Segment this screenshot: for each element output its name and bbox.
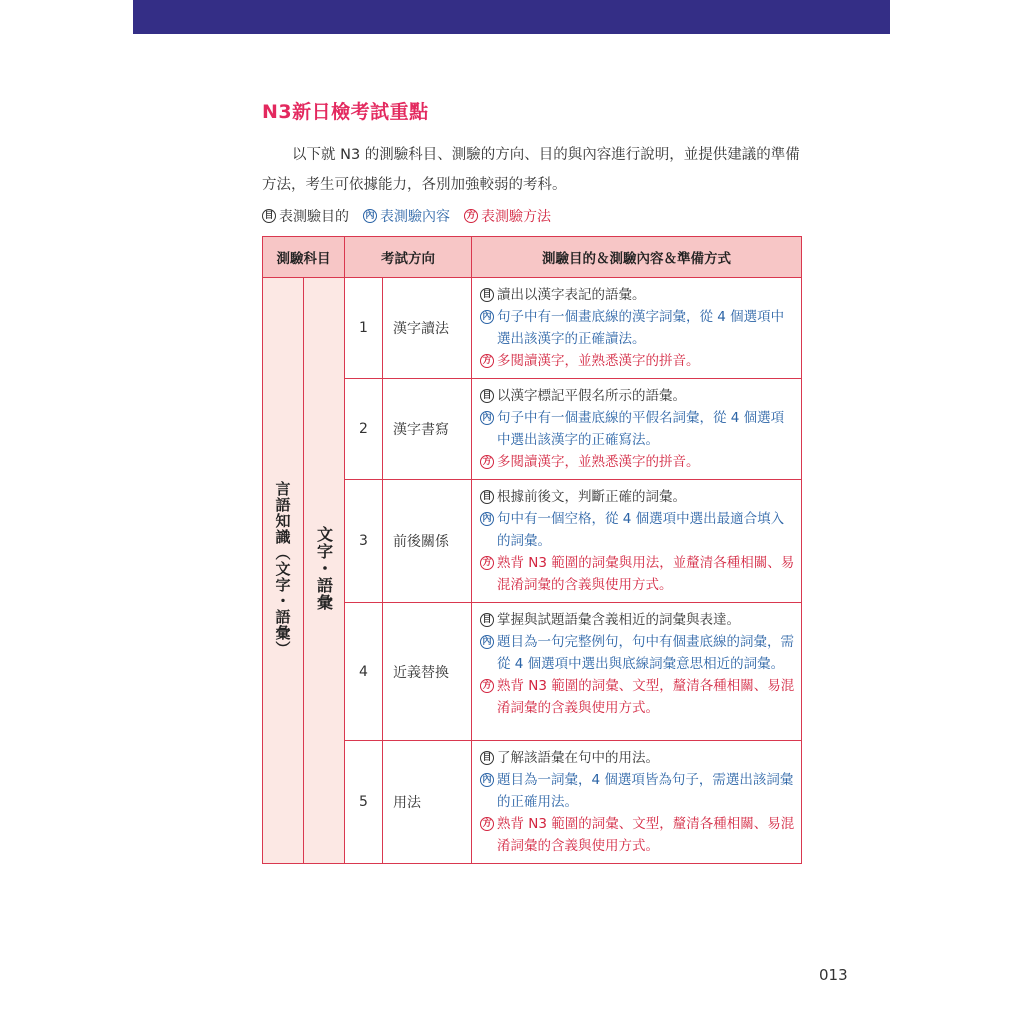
content-badge-icon: 內 — [480, 635, 494, 649]
header-direction: 考試方向 — [345, 237, 472, 278]
row-direction: 漢字書寫 — [383, 379, 472, 480]
method-text: 多閱讀漢字，並熟悉漢字的拼音。 — [497, 353, 700, 369]
purpose-line — [480, 747, 795, 769]
content-badge-icon: 內 — [363, 209, 377, 223]
content-line — [480, 407, 795, 451]
legend-content-label: 表測驗內容 — [380, 209, 450, 225]
legend-method — [464, 206, 551, 226]
row-details — [472, 278, 802, 379]
content-text: 句子中有一個畫底線的漢字詞彙，從 4 個選項中選出該漢字的正確讀法。 — [497, 309, 785, 347]
method-line — [480, 552, 795, 596]
row-number: 3 — [345, 480, 383, 603]
purpose-text: 了解該語彙在句中的用法。 — [497, 750, 659, 766]
row-details — [472, 741, 802, 864]
row-direction: 漢字讀法 — [383, 278, 472, 379]
legend-purpose — [262, 206, 349, 226]
content-text: 題目為一詞彙，4 個選項皆為句子，需選出該詞彙的正確用法。 — [497, 772, 794, 810]
row-details — [472, 603, 802, 741]
content-line — [480, 769, 795, 813]
purpose-badge-icon: 目 — [480, 389, 494, 403]
table-row — [263, 278, 802, 379]
content-line — [480, 306, 795, 350]
row-details — [472, 379, 802, 480]
purpose-badge-icon: 目 — [480, 751, 494, 765]
method-badge-icon: 方 — [480, 354, 494, 368]
row-details — [472, 480, 802, 603]
purpose-badge-icon: 目 — [480, 613, 494, 627]
subject-label: 言語知識（文字・語彙） — [273, 480, 292, 657]
content-line — [480, 508, 795, 552]
purpose-text: 讀出以漢字表記的語彙。 — [497, 287, 646, 303]
purpose-badge-icon: 目 — [480, 288, 494, 302]
row-direction: 用法 — [383, 741, 472, 864]
subject-cell — [263, 278, 304, 864]
method-badge-icon: 方 — [480, 455, 494, 469]
header-subject: 測驗科目 — [263, 237, 345, 278]
row-direction: 前後關係 — [383, 480, 472, 603]
header-details: 測驗目的＆測驗內容＆準備方式 — [472, 237, 802, 278]
content-badge-icon: 內 — [480, 411, 494, 425]
legend-purpose-label: 表測驗目的 — [279, 209, 349, 225]
legend — [262, 206, 565, 226]
purpose-text: 以漢字標記平假名所示的語彙。 — [497, 388, 686, 404]
method-text: 熟背 N3 範圍的詞彙、文型，釐清各種相關、易混淆詞彙的含義與使用方式。 — [497, 678, 795, 716]
method-line — [480, 350, 795, 372]
content-line — [480, 631, 795, 675]
row-number: 2 — [345, 379, 383, 480]
intro-paragraph: 以下就 N3 的測驗科目、測驗的方向、目的與內容進行說明，並提供建議的準備方法，考生可依據能力，各別加強較弱的考科。 — [262, 147, 800, 193]
row-direction: 近義替換 — [383, 603, 472, 741]
row-number: 4 — [345, 603, 383, 741]
purpose-badge-icon: 目 — [262, 209, 276, 223]
top-color-band — [133, 0, 890, 34]
method-badge-icon: 方 — [464, 209, 478, 223]
method-text: 多閱讀漢字，並熟悉漢字的拼音。 — [497, 454, 700, 470]
method-badge-icon: 方 — [480, 556, 494, 570]
method-line — [480, 675, 795, 719]
content-text: 句子中有一個畫底線的平假名詞彙，從 4 個選項中選出該漢字的正確寫法。 — [497, 410, 785, 448]
exam-table — [262, 236, 802, 864]
row-number: 5 — [345, 741, 383, 864]
method-text: 熟背 N3 範圍的詞彙與用法，並釐清各種相關、易混淆詞彙的含義與使用方式。 — [497, 555, 795, 593]
content-text: 題目為一句完整例句，句中有個畫底線的詞彙，需從 4 個選項中選出與底線詞彙意思相近的詞彙。 — [497, 634, 794, 672]
content-badge-icon: 內 — [480, 773, 494, 787]
purpose-line — [480, 284, 795, 306]
sub-subject-label: 文字・語彙 — [314, 526, 334, 611]
page-title: N3新日檢考試重點 — [262, 101, 429, 123]
purpose-text: 掌握與試題語彙含義相近的詞彙與表達。 — [497, 612, 740, 628]
sub-subject-cell — [304, 278, 345, 864]
content-badge-icon: 內 — [480, 310, 494, 324]
purpose-badge-icon: 目 — [480, 490, 494, 504]
purpose-text: 根據前後文，判斷正確的詞彙。 — [497, 489, 686, 505]
table-header-row — [263, 237, 802, 278]
content-badge-icon: 內 — [480, 512, 494, 526]
content-text: 句中有一個空格，從 4 個選項中選出最適合填入的詞彙。 — [497, 511, 785, 549]
purpose-line — [480, 609, 795, 631]
page-number: 013 — [819, 966, 848, 984]
purpose-line — [480, 486, 795, 508]
legend-method-label: 表測驗方法 — [481, 209, 551, 225]
legend-content — [363, 206, 450, 226]
method-badge-icon: 方 — [480, 679, 494, 693]
method-line — [480, 451, 795, 473]
method-line — [480, 813, 795, 857]
method-text: 熟背 N3 範圍的詞彙、文型，釐清各種相關、易混淆詞彙的含義與使用方式。 — [497, 816, 795, 854]
purpose-line — [480, 385, 795, 407]
row-number: 1 — [345, 278, 383, 379]
method-badge-icon: 方 — [480, 817, 494, 831]
